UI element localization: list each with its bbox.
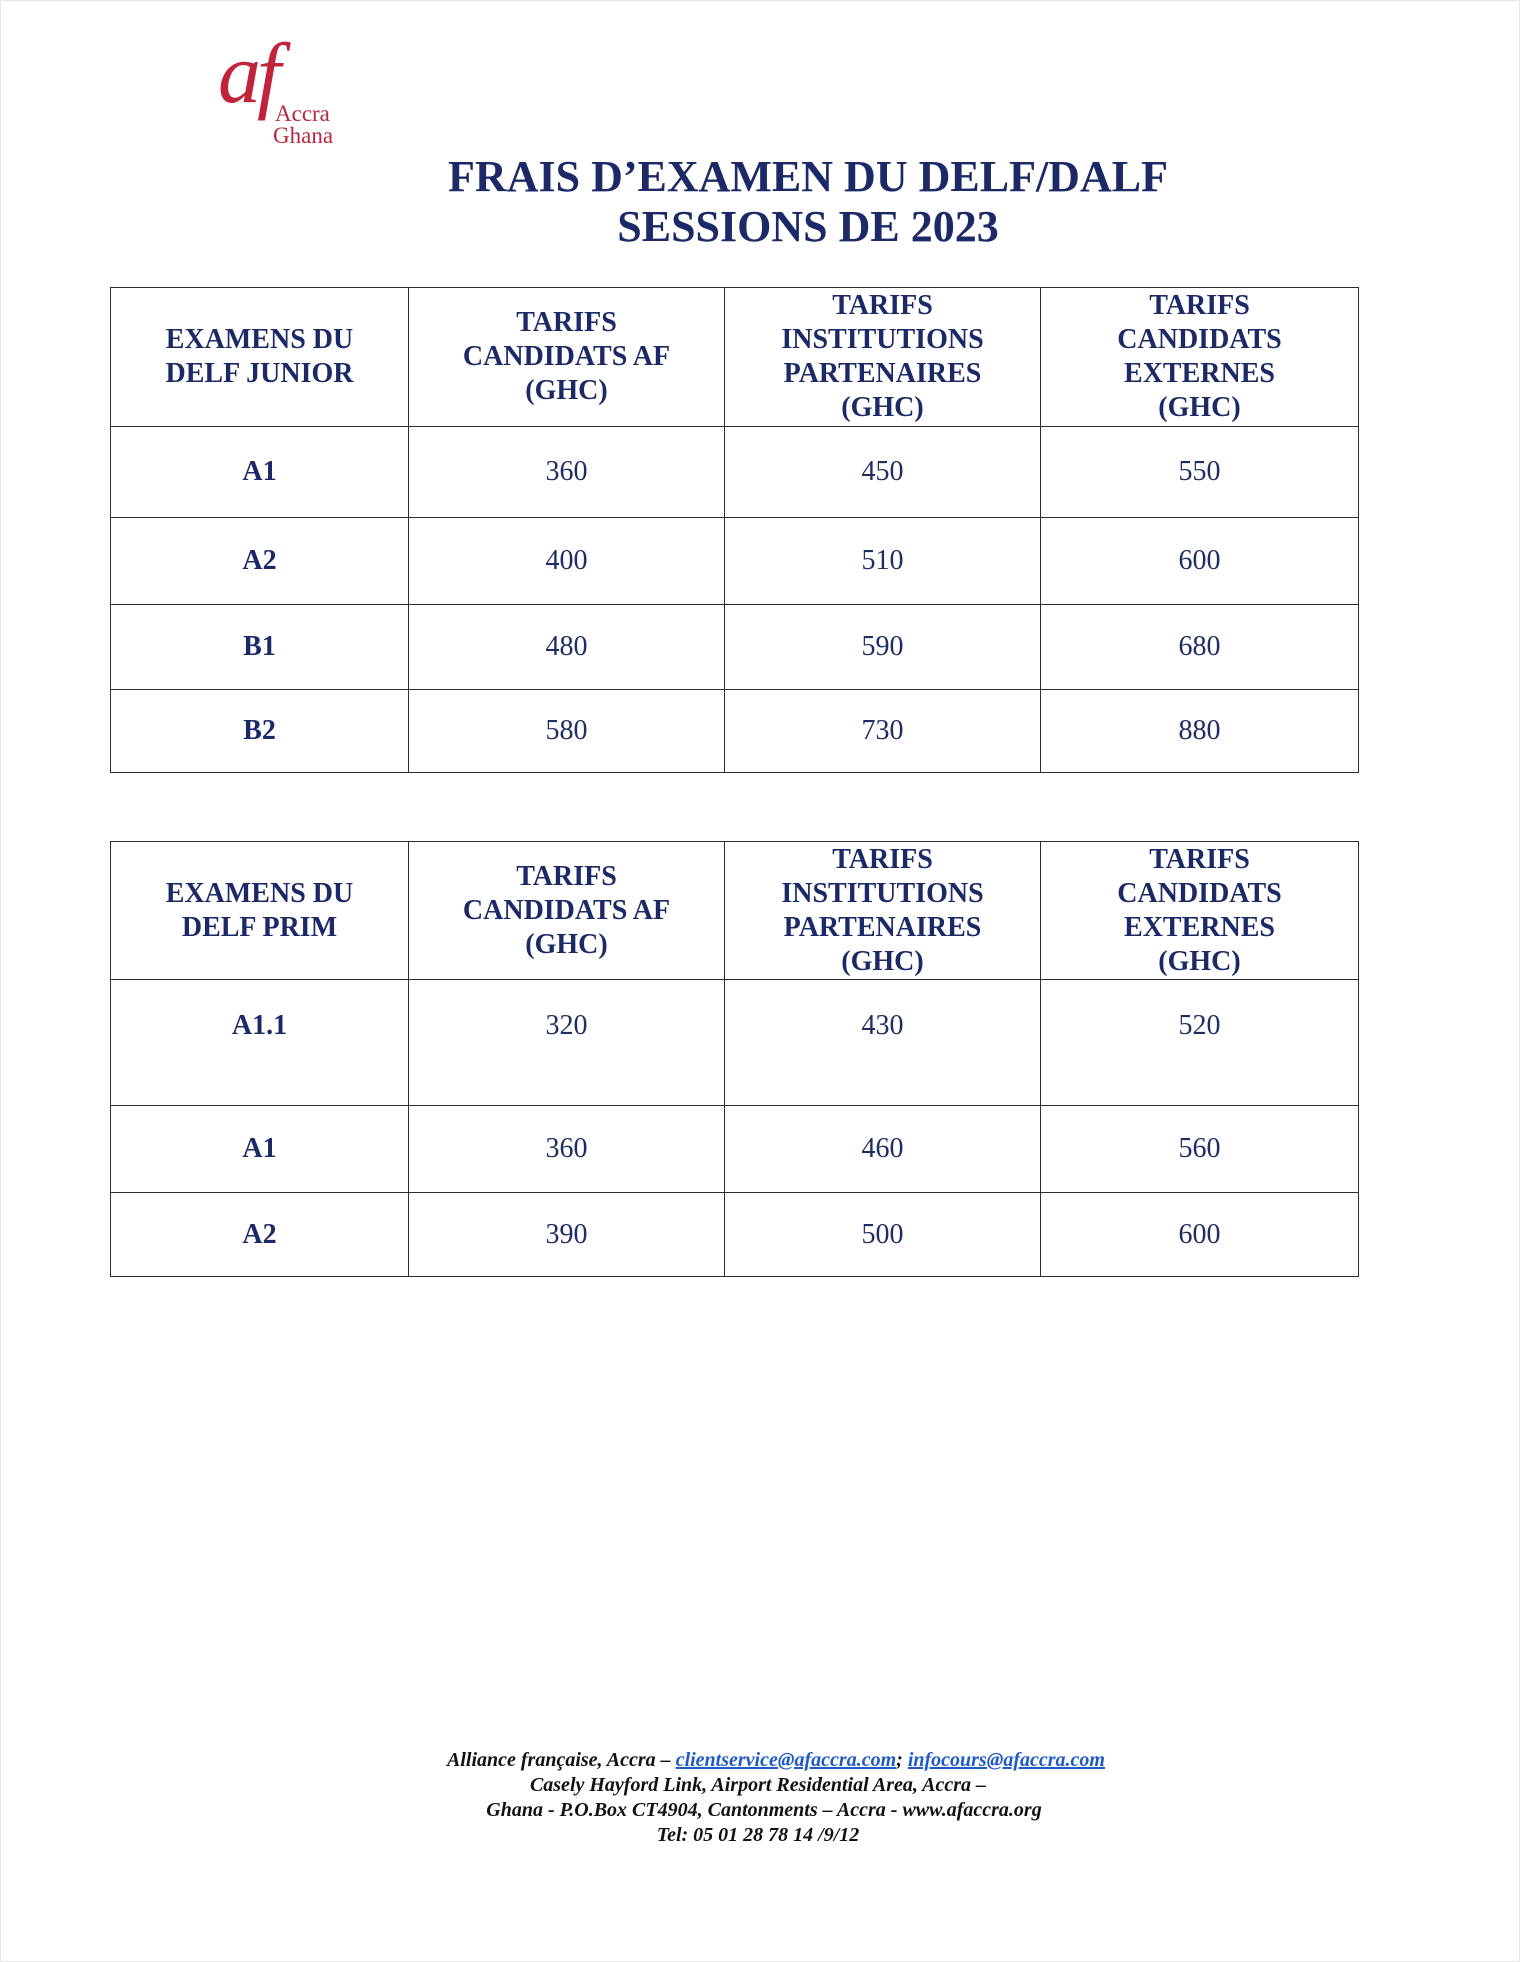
table-row: [111, 690, 1359, 773]
af-candidate-fee: 320: [409, 980, 725, 1106]
af-candidate-fee: 580: [409, 690, 725, 773]
af-candidate-fee: 360: [409, 1106, 725, 1193]
footer-phone-line: Tel: 05 01 28 78 14 /9/12: [656, 1824, 860, 1846]
table-row: [111, 980, 1359, 1106]
partner-institution-fee: 590: [725, 605, 1041, 690]
external-candidate-fee: 680: [1041, 605, 1359, 690]
external-candidate-fee: 520: [1041, 980, 1359, 1106]
partner-institution-fee: 500: [725, 1193, 1041, 1277]
external-candidate-fee: 560: [1041, 1106, 1359, 1193]
partner-institution-fee: 450: [725, 427, 1041, 518]
header-af-candidates: TARIFS CANDIDATS AF (GHC): [409, 288, 725, 427]
af-candidate-fee: 390: [409, 1193, 725, 1277]
partner-institution-fee: 460: [725, 1106, 1041, 1193]
header-af-candidates: TARIFS CANDIDATS AF (GHC): [409, 842, 725, 980]
logo-city: Accra: [275, 101, 330, 126]
delf-junior-fees-table: [110, 287, 1359, 773]
external-candidate-fee: 880: [1041, 690, 1359, 773]
page-title: FRAIS D’EXAMEN DU DELF/DALF: [448, 152, 1168, 201]
header-exam-type: EXAMENS DU DELF PRIM: [111, 842, 409, 980]
alliance-francaise-logo: [218, 25, 368, 148]
table-header-row: [111, 288, 1359, 427]
header-exam-type: EXAMENS DU DELF JUNIOR: [111, 288, 409, 427]
page-subtitle: SESSIONS DE 2023: [617, 202, 999, 251]
header-partner-institutions: TARIFS INSTITUTIONS PARTENAIRES (GHC): [725, 288, 1041, 427]
af-candidate-fee: 480: [409, 605, 725, 690]
partner-institution-fee: 730: [725, 690, 1041, 773]
header-external-candidates: TARIFS CANDIDATS EXTERNES (GHC): [1041, 842, 1359, 980]
logo-country: Ghana: [273, 123, 334, 148]
partner-institution-fee: 430: [725, 980, 1041, 1106]
table-row: [111, 1106, 1359, 1193]
delf-prim-fees-table: [110, 841, 1359, 1277]
clientservice-email-link[interactable]: clientservice@afaccra.com: [675, 1749, 897, 1771]
table-row: [111, 427, 1359, 518]
af-candidate-fee: 400: [409, 518, 725, 605]
logo-mark: af: [218, 25, 277, 121]
footer-address-line: Casely Hayford Link, Airport Residential Area, Accra –: [529, 1774, 987, 1796]
footer-contact-line: Alliance française, Accra – clientservice@afaccra.com; infocours@afaccra.com: [447, 1749, 1105, 1771]
external-candidate-fee: 600: [1041, 1193, 1359, 1277]
table-row: [111, 605, 1359, 690]
exam-level: A1: [111, 427, 409, 518]
exam-level: A1: [111, 1106, 409, 1193]
footer-pobox-line: Ghana - P.O.Box CT4904, Cantonments – Accra - www.afaccra.org: [486, 1799, 1042, 1821]
af-candidate-fee: 360: [409, 427, 725, 518]
external-candidate-fee: 550: [1041, 427, 1359, 518]
external-candidate-fee: 600: [1041, 518, 1359, 605]
table-row: [111, 1193, 1359, 1277]
exam-level: B1: [111, 605, 409, 690]
exam-level: A2: [111, 1193, 409, 1277]
exam-level: A1.1: [111, 980, 409, 1106]
table-row: [111, 518, 1359, 605]
infocours-email-link[interactable]: infocours@afaccra.com: [907, 1749, 1105, 1771]
header-external-candidates: TARIFS CANDIDATS EXTERNES (GHC): [1041, 288, 1359, 427]
header-partner-institutions: TARIFS INSTITUTIONS PARTENAIRES (GHC): [725, 842, 1041, 980]
table-header-row: [111, 842, 1359, 980]
partner-institution-fee: 510: [725, 518, 1041, 605]
exam-level: A2: [111, 518, 409, 605]
exam-level: B2: [111, 690, 409, 773]
